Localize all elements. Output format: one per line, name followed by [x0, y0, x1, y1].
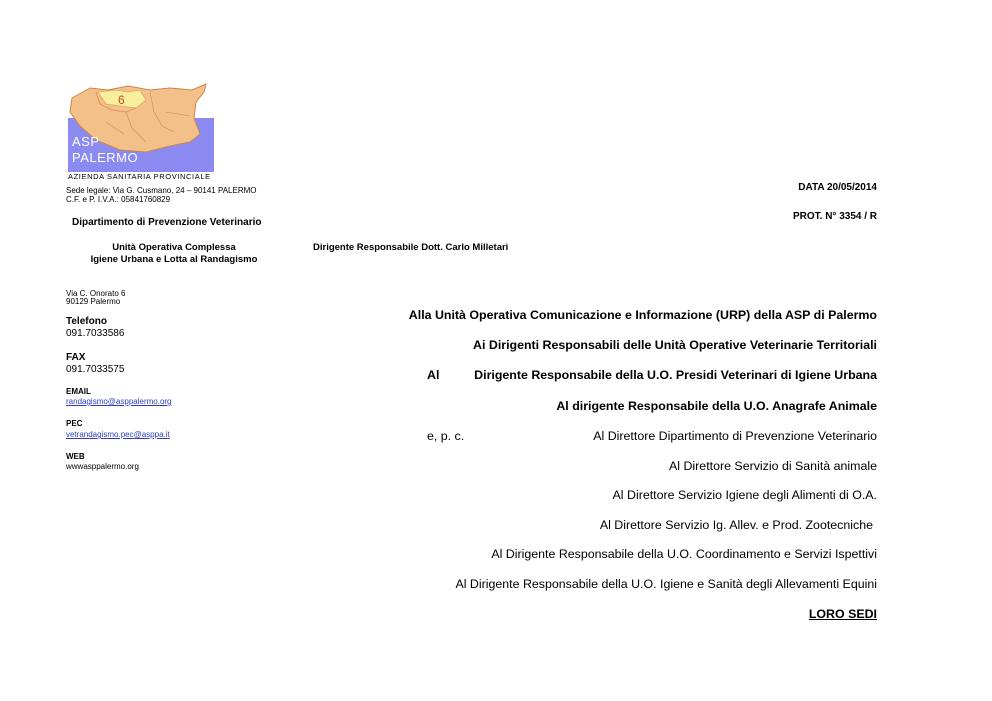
epc-label: e, p. c. — [427, 429, 465, 443]
dirigente-responsabile: Dirigente Responsabile Dott. Carlo Milletarì — [313, 242, 509, 253]
telefono-value: 091.7033586 — [66, 328, 125, 339]
cc-igiene-alimenti: Al Direttore Servizio Igiene degli Alimenti di O.A. — [612, 488, 877, 502]
address-line2: 90129 Palermo — [66, 297, 121, 306]
logo-palermo-text: PALERMO — [72, 150, 139, 165]
telefono-label: Telefono — [66, 316, 107, 327]
logo-asp-text: ASP — [72, 134, 100, 149]
recipient-uo-veterinarie: Ai Dirigenti Responsabili delle Unità Operative Veterinarie Territoriali — [473, 338, 877, 352]
pec-link[interactable]: vetrandagismo.pec@asppa.it — [66, 430, 170, 439]
sede-legale: Sede legale: Via G. Cusmano, 24 – 90141 PALERMO — [66, 186, 257, 195]
unita-line2: Igiene Urbana e Lotta al Randagismo — [90, 254, 258, 265]
unita-line1: Unità Operativa Complessa — [112, 242, 236, 253]
logo-subtitle: AZIENDA SANITARIA PROVINCIALE — [68, 172, 211, 181]
codice-fiscale: C.F. e P. I.V.A.: 05841760829 — [66, 195, 171, 204]
web-value: wwwasppalermo.org — [66, 462, 139, 471]
recipient-presidi: Dirigente Responsabile della U.O. Presidi Veterinari di Igiene Urbana — [474, 368, 877, 382]
dipartimento: Dipartimento di Prevenzione Veterinario — [72, 217, 262, 228]
cc-coordinamento: Al Dirigente Responsabile della U.O. Coordinamento e Servizi Ispettivi — [491, 547, 877, 561]
asp-palermo-logo — [66, 82, 216, 182]
cc-allevamenti-equini: Al Dirigente Responsabile della U.O. Igiene e Sanità degli Allevamenti Equini — [455, 577, 877, 591]
web-label: WEB — [66, 452, 85, 461]
cc-direttore-dipartimento: Al Direttore Dipartimento di Prevenzione Veterinario — [593, 429, 877, 443]
protocol-number: PROT. N° 3354 / R — [792, 211, 877, 222]
email-link[interactable]: randagismo@asppalermo.org — [66, 397, 172, 406]
svg-text:6: 6 — [118, 93, 125, 107]
fax-label: FAX — [66, 352, 86, 363]
cc-sanita-animale: Al Direttore Servizio di Sanità animale — [669, 459, 877, 473]
pec-label: PEC — [66, 419, 83, 428]
cc-zootecniche: Al Direttore Servizio Ig. Allev. e Prod. Zootecniche — [599, 518, 873, 532]
recipient-urp: Alla Unità Operativa Comunicazione e Informazione (URP) della ASP di Palermo — [408, 308, 877, 322]
address-line1: Via C. Onorato 6 — [66, 289, 126, 298]
sicily-map-icon — [66, 82, 216, 182]
recipient-al-prefix: Al — [427, 368, 440, 382]
loro-sedi: LORO SEDI — [808, 607, 877, 621]
document-date: DATA 20/05/2014 — [798, 182, 877, 193]
fax-value: 091.7033575 — [66, 364, 125, 375]
email-label: EMAIL — [66, 387, 91, 396]
recipient-anagrafe: Al dirigente Responsabile della U.O. Anagrafe Animale — [556, 399, 877, 413]
